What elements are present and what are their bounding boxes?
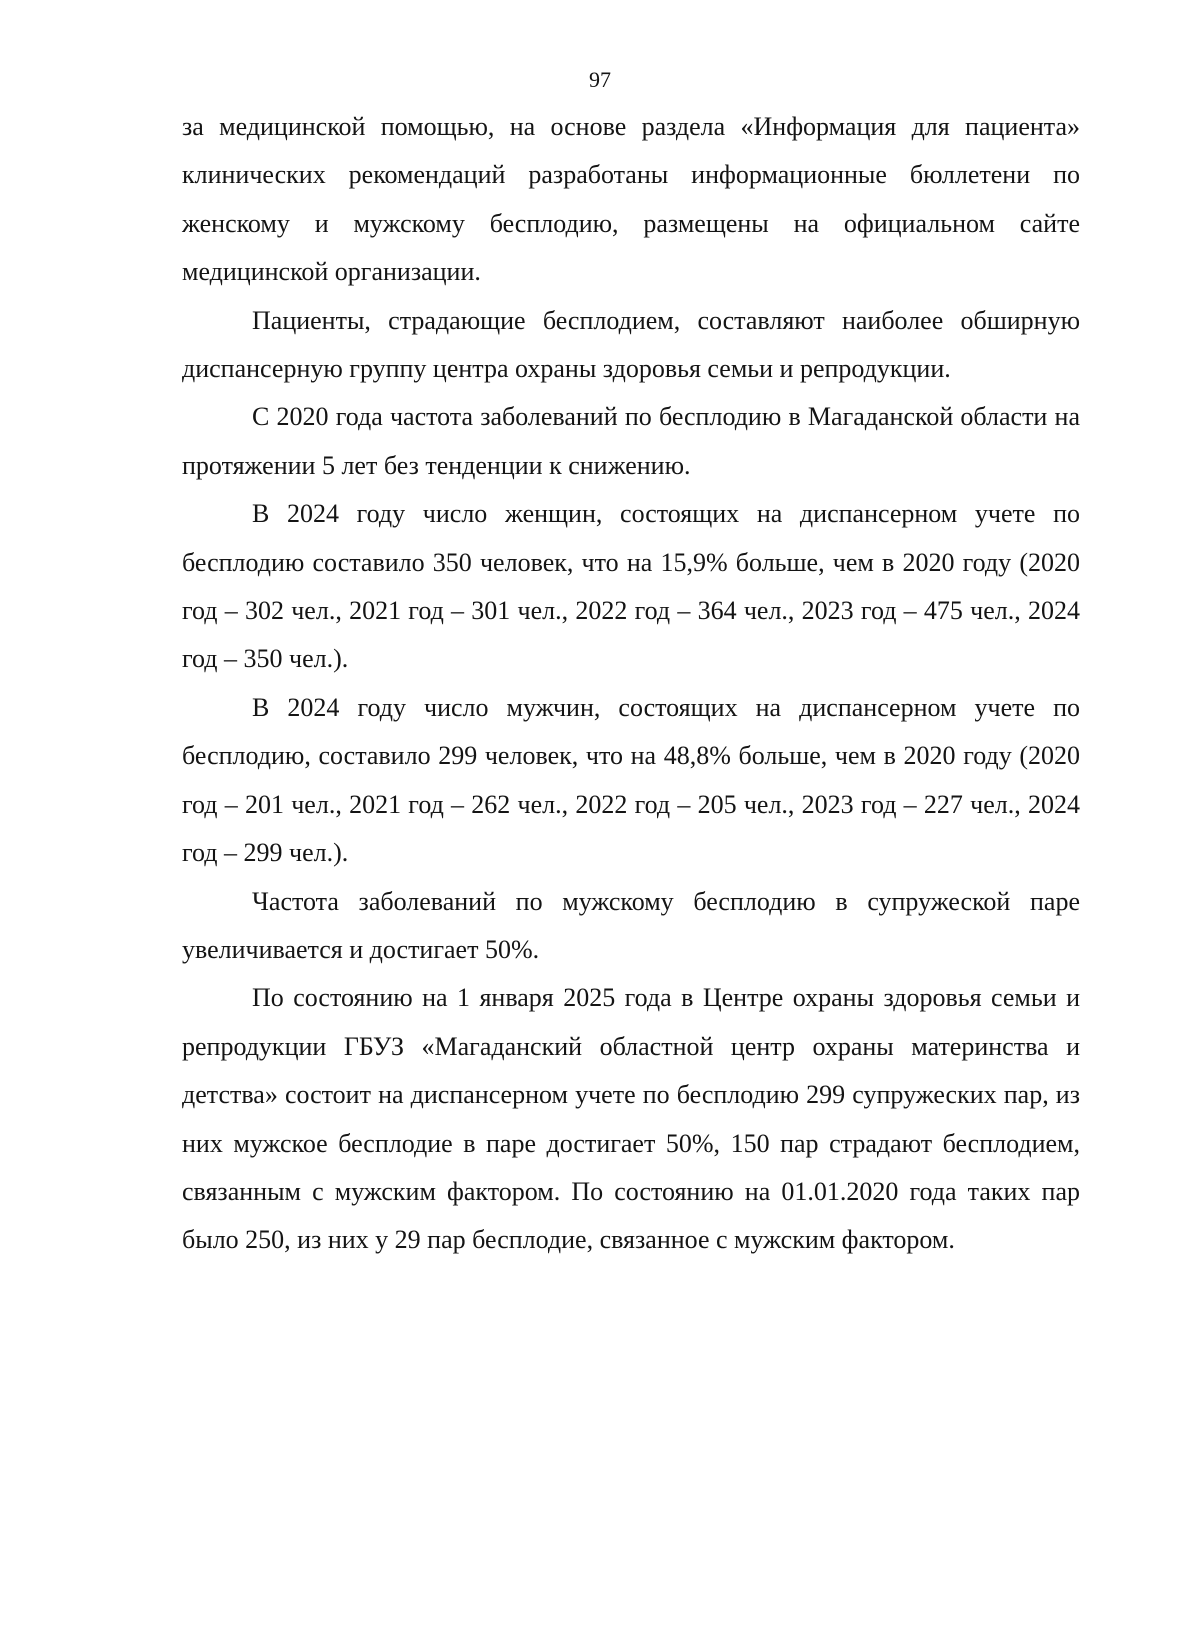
paragraph: Пациенты, страдающие бесплодием, составляют наиболее обширную диспансерную группу центра охраны здоровья семьи и репродукции. <box>182 305 1080 384</box>
paragraph-continuation: за медицинской помощью, на основе раздела «Информация для пациента» клинических рекомендаций разработаны информационные бюллетени по женскому и мужскому бесплодию, размещены на официальном сайте медицинской организации. <box>182 112 1080 287</box>
paragraph: С 2020 года частота заболеваний по бесплодию в Магаданской области на протяжении 5 лет без тенденции к снижению. <box>182 402 1080 480</box>
paragraph: В 2024 году число мужчин, состоящих на диспансерном учете по бесплодию, составило 299 человек, что на 48,8% больше, чем в 2020 году (2020 год – 201 чел., 2021 год – 262 чел., 2022 год – 205 чел., 2023 год – 227 чел., 2024 год – 299 чел.). <box>182 692 1080 868</box>
paragraph: Частота заболеваний по мужскому бесплодию в супружеской паре увеличивается и достигает 50%. <box>182 886 1080 964</box>
paragraph: В 2024 году число женщин, состоящих на диспансерном учете по бесплодию составило 350 человек, что на 15,9% больше, чем в 2020 году (2020 год – 302 чел., 2021 год – 301 чел., 2022 год – 364 чел., 2023 год – 475 чел., 2024 год – 350 чел.). <box>182 499 1080 674</box>
page-number: 97 <box>589 67 611 92</box>
paragraph: По состоянию на 1 января 2025 года в Центре охраны здоровья семьи и репродукции ГБУЗ «Магаданский областной центр охраны материнства и детства» состоит на диспансерном учете по бесплодию 299 супружеских пар, из них мужское бесплодие в паре достигает 50%, 150 пар страдают бесплодием, связанным с мужским фактором. По состоянию на 01.01.2020 года таких пар было 250, из них у 29 пар бесплодие, связанное с мужским фактором. <box>182 983 1080 1255</box>
document-body <box>182 103 1080 1265</box>
